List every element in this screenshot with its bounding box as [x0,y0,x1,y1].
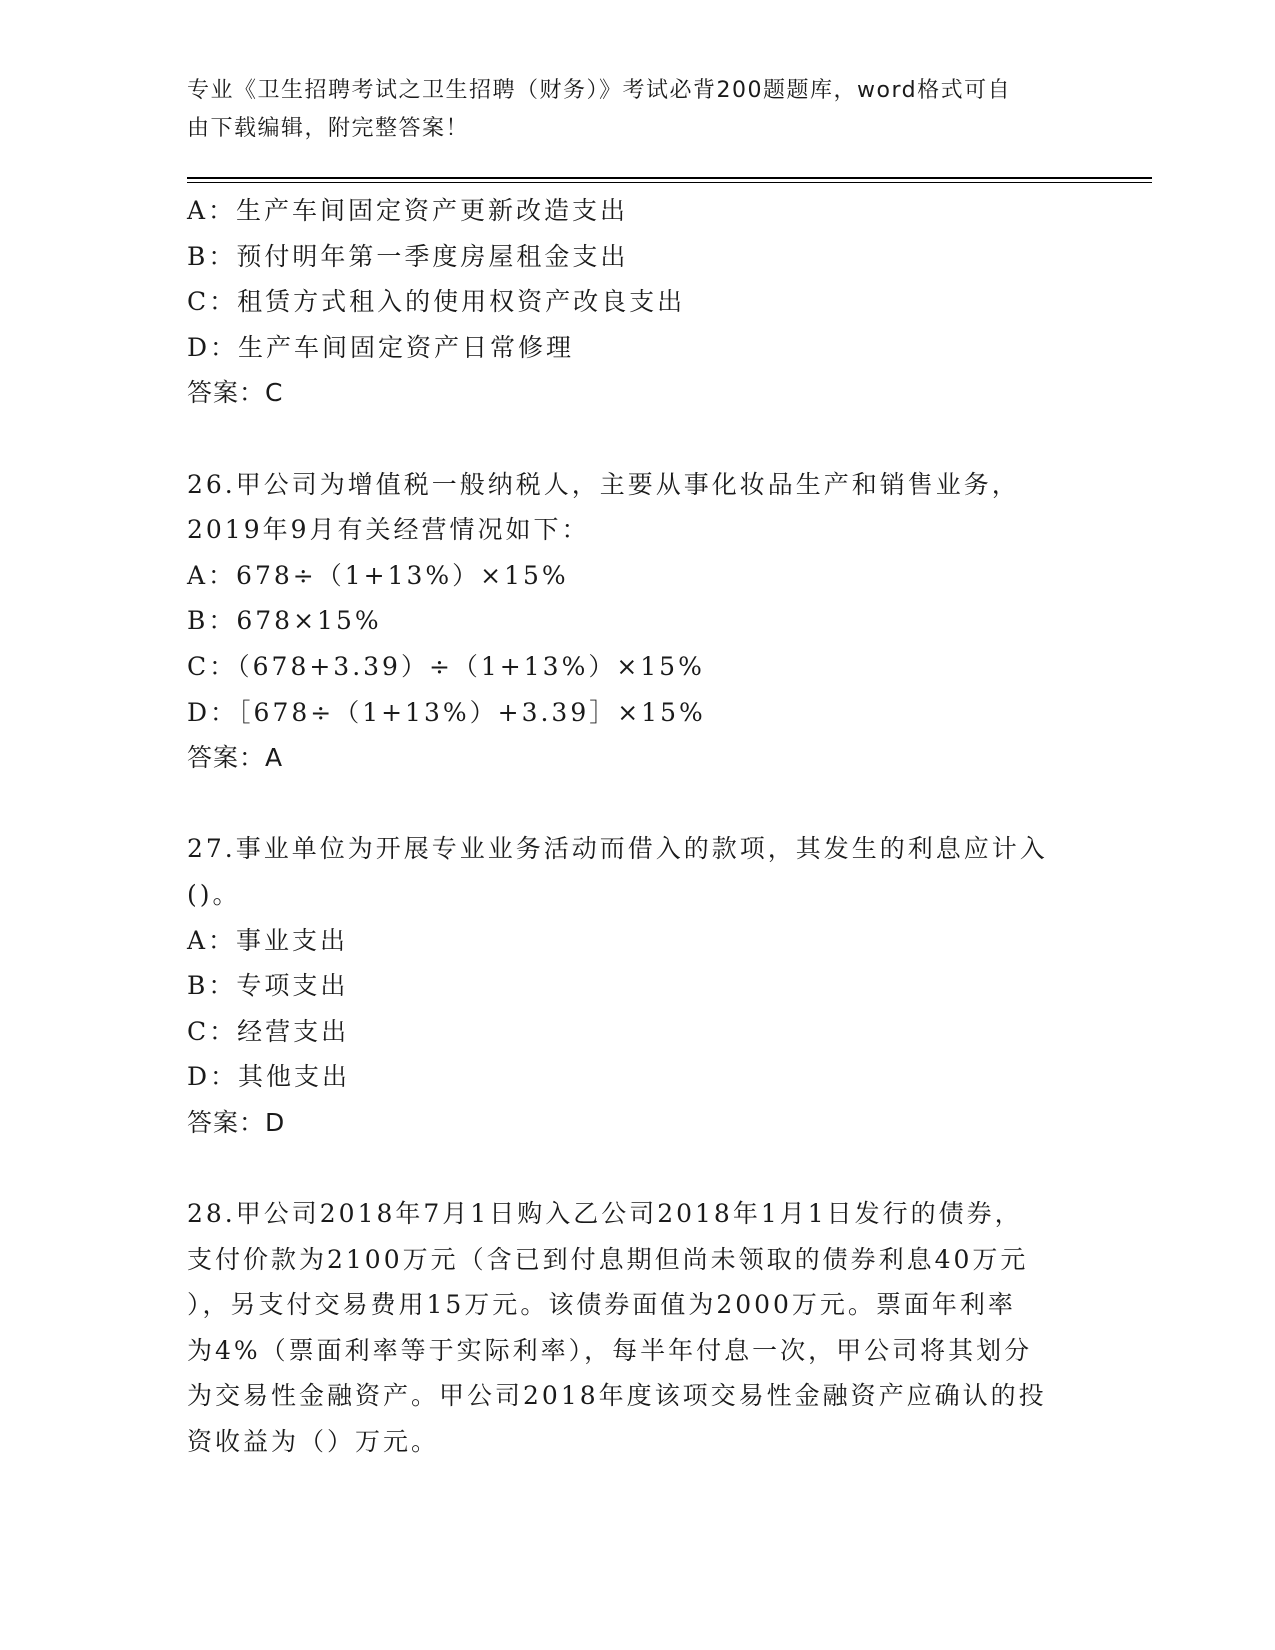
question-text-line: 28.甲公司2018年7月1日购入乙公司2018年1月1日发行的债券， [187,1199,1023,1229]
question-text-line: 27.事业单位为开展专业业务活动而借入的款项，其发生的利息应计入 [187,834,1048,864]
question-28 [187,1191,1087,1465]
question-text-line: 2019年9月有关经营情况如下： [187,515,590,545]
header-rule-thin [187,182,1152,183]
question-25 [187,188,1087,416]
header-line-2: 由下载编辑，附完整答案！ [187,116,470,141]
option-b: B：预付明年第一季度房屋租金支出 [187,241,629,271]
question-text-line: 支付价款为2100万元（含已到付息期但尚未领取的债券利息40万元 [187,1244,1029,1274]
option-a: A：生产车间固定资产更新改造支出 [187,196,629,225]
spacer [187,781,1087,827]
document-body [187,188,1087,1465]
option-a: A：事业支出 [187,925,349,955]
spacer [187,416,1087,462]
answer: 答案：D [187,1107,286,1137]
option-a: A：678÷（1+13%）×15% [187,560,569,590]
question-text-line: 26.甲公司为增值税一般纳税人，主要从事化妆品生产和销售业务， [187,469,1020,499]
option-d: D：生产车间固定资产日常修理 [187,332,575,362]
question-text-line: 为交易性金融资产。甲公司2018年度该项交易性金融资产应确认的投 [187,1381,1047,1411]
option-b: B：678×15% [187,606,382,636]
document-header [187,72,1067,148]
header-line-1: 专业《卫生招聘考试之卫生招聘（财务）》考试必背200题题库，word格式可自 [187,78,1012,103]
question-26 [187,462,1087,781]
option-c: C：经营支出 [187,1016,350,1046]
header-rule-thick [187,177,1152,179]
question-text-line: ），另支付交易费用15万元。该债券面值为2000万元。票面年利率 [187,1290,1016,1320]
option-d: D：其他支出 [187,1062,351,1092]
answer: 答案：C [187,378,284,408]
option-b: B：专项支出 [187,971,349,1001]
option-c: C：租赁方式租入的使用权资产改良支出 [187,287,686,317]
answer: 答案：A [187,743,284,773]
spacer [187,1145,1087,1191]
question-27 [187,826,1087,1145]
question-text-line: ()。 [187,879,241,909]
option-c: C：（678+3.39）÷（1+13%）×15% [187,651,705,681]
question-text-line: 资收益为（）万元。 [187,1427,440,1457]
question-text-line: 为4%（票面利率等于实际利率），每半年付息一次，甲公司将其划分 [187,1335,1033,1365]
option-d: D：［678÷（1+13%）+3.39］×15% [187,697,706,727]
